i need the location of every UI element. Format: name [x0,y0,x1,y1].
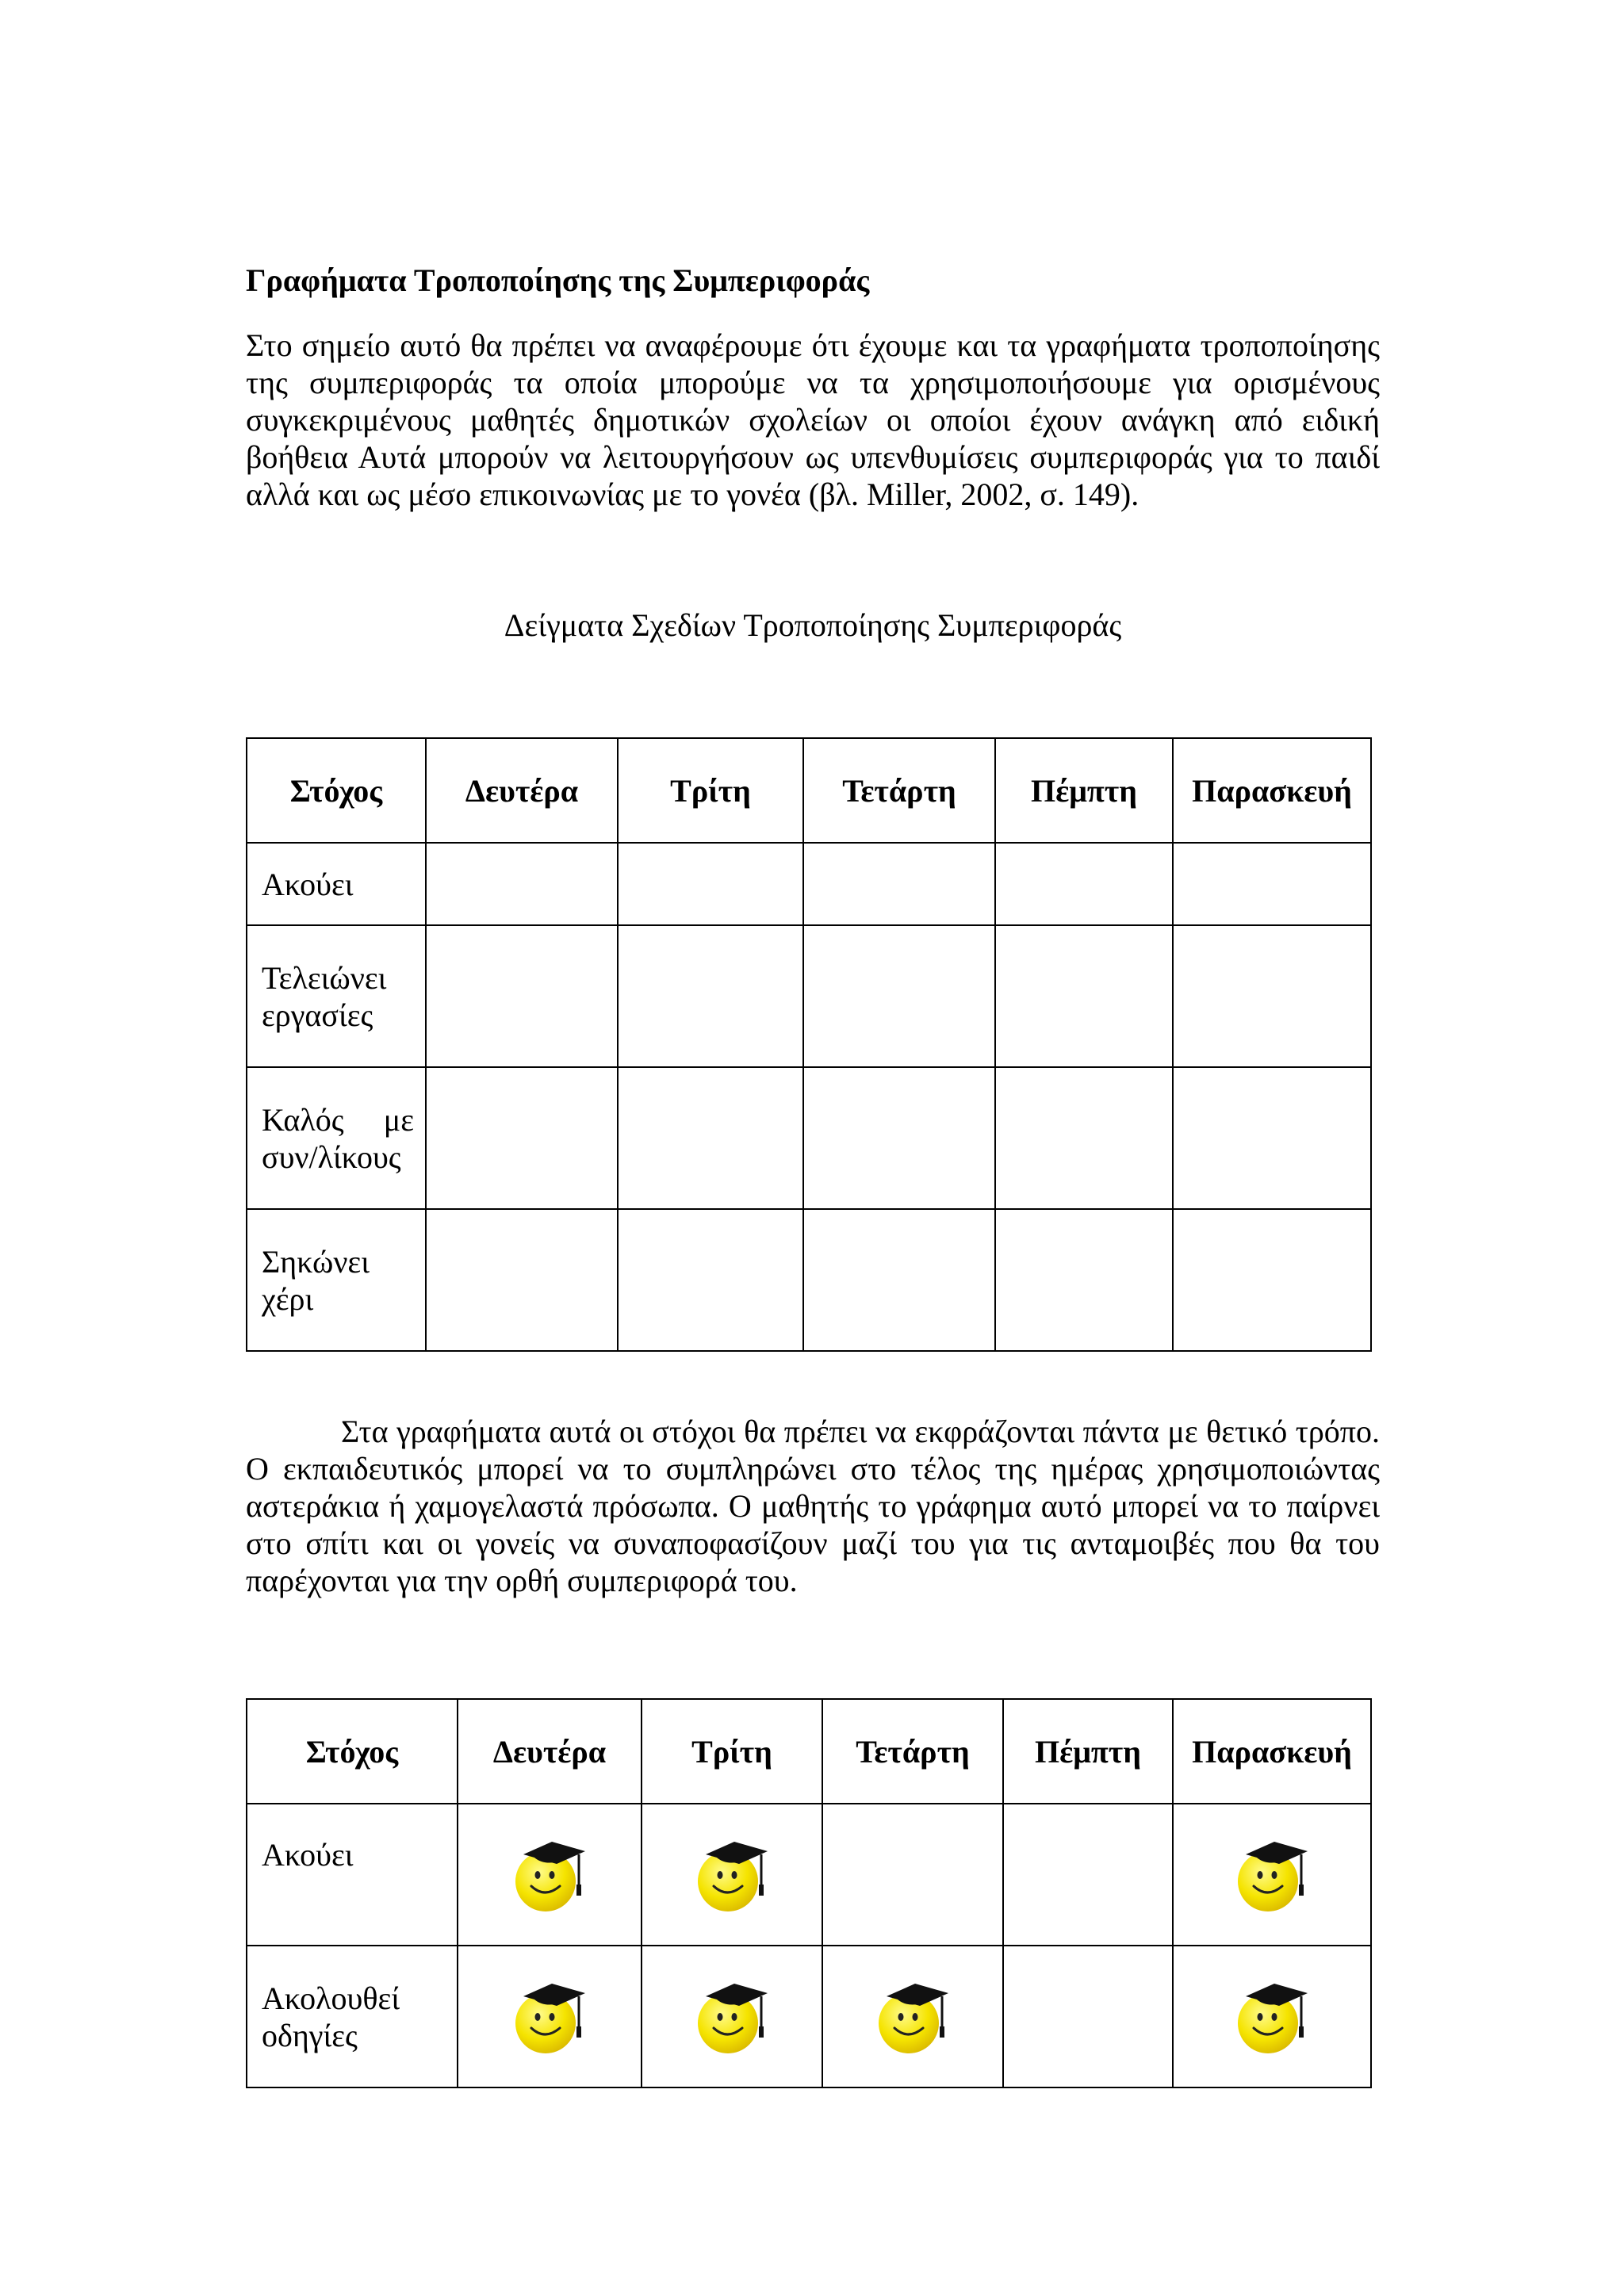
mark-cell [1003,1946,1173,2087]
mark-cell [1173,1946,1371,2087]
goal-line: Ακούει [262,866,354,902]
mark-cell [822,1946,1003,2087]
header-friday: Παρασκευή [1173,1699,1371,1804]
goal-word: με [383,1101,414,1138]
goal-line: Ακολουθεί [262,1980,400,2016]
goal-line: συν/λίκους [262,1138,401,1175]
mark-cell [822,1804,1003,1946]
graduation-smiley-icon [869,1977,956,2057]
header-monday: Δευτέρα [458,1699,642,1804]
table-cell [1173,1209,1371,1351]
behavior-chart-empty [246,737,1372,1352]
table-cell [995,843,1173,925]
explanation-paragraph: Στα γραφήματα αυτά οι στόχοι θα πρέπει να εκφράζονται πάντα με θετικό τρόπο. Ο εκπαιδευτικός μπορεί να το συμπληρώνει στο τέλος της ημέρας χρησιμοποιώντας αστεράκια ή χαμογελαστά πρόσωπα. Ο μαθητής το γράφημα αυτό μπορεί να το παίρνει στο σπίτι και οι γονείς να συναποφασίζουν μαζί του για τις ανταμοιβές που θα του παρέχονται για την ορθή συμπεριφορά του. [246,1414,1380,1598]
table-cell [803,1209,995,1351]
section-heading: Γραφήματα Τροποποίησης της Συμπεριφοράς [246,262,870,298]
graduation-smiley-icon [688,1835,776,1915]
goal-line: οδηγίες [262,2017,358,2053]
table-cell [803,843,995,925]
goal-line: Ακούει [262,1837,354,1873]
row-goal-label [247,1067,426,1209]
table-cell [995,1067,1173,1209]
graduation-smiley-icon [506,1835,593,1915]
row-goal-label [247,843,426,925]
table-cell [618,1067,803,1209]
table-cell [803,925,995,1067]
table-cell [426,843,618,925]
table-cell [426,925,618,1067]
intro-paragraph: Στο σημείο αυτό θα πρέπει να αναφέρουμε ότι έχουμε και τα γραφήματα τροποποίησης της συμπεριφοράς τα οποία μπορούμε να τα χρησιμοποιήσουμε για ορισμένους συγκεκριμένους μαθητές δημοτικών σχολείων οι οποίοι έχουν ανάγκη από ειδική βοήθεια Αυτά μπορούν να λειτουργήσουν ως υπενθυμίσεις συμπεριφοράς για το παιδί αλλά και ως μέσο επικοινωνίας με το γονέα (βλ. Miller, 2002, σ. 149). [246,327,1380,512]
header-wednesday: Τετάρτη [803,738,995,843]
behavior-chart-filled [246,1698,1372,2088]
header-tuesday: Τρίτη [618,738,803,843]
mark-cell [458,1946,642,2087]
goal-line: Τελειώνει [262,959,387,996]
header-monday: Δευτέρα [426,738,618,843]
table-cell [1173,925,1371,1067]
graduation-smiley-icon [1228,1835,1316,1915]
table-cell [426,1209,618,1351]
table-cell [618,843,803,925]
row-goal-label [247,1946,458,2087]
goal-word: Καλός [262,1101,344,1138]
header-wednesday: Τετάρτη [822,1699,1003,1804]
header-goal: Στόχος [247,1699,458,1804]
mark-cell [642,1946,822,2087]
header-friday: Παρασκευή [1173,738,1371,843]
table-cell [1173,1067,1371,1209]
table-row [247,1804,1371,1946]
mark-cell [1173,1804,1371,1946]
table-cell [995,925,1173,1067]
table-header-row [247,738,1371,843]
row-goal-label [247,1804,458,1946]
row-goal-label [247,1209,426,1351]
mark-cell [642,1804,822,1946]
tables-caption: Δείγματα Σχεδίων Τροποποίησης Συμπεριφοράς [504,607,1122,643]
goal-line: εργασίες [262,997,373,1033]
table-row [247,843,1371,925]
graduation-smiley-icon [688,1977,776,2057]
mark-cell [1003,1804,1173,1946]
table-row [247,1209,1371,1351]
header-tuesday: Τρίτη [642,1699,822,1804]
header-thursday: Πέμπτη [995,738,1173,843]
table-header-row [247,1699,1371,1804]
table-cell [995,1209,1173,1351]
table-cell [803,1067,995,1209]
table-row [247,1067,1371,1209]
table-cell [618,1209,803,1351]
table-cell [1173,843,1371,925]
goal-line: Σηκώνει [262,1243,370,1280]
mark-cell [458,1804,642,1946]
graduation-smiley-icon [1228,1977,1316,2057]
graduation-smiley-icon [506,1977,593,2057]
row-goal-label [247,925,426,1067]
table-row [247,1946,1371,2087]
table-cell [618,925,803,1067]
header-goal: Στόχος [247,738,426,843]
goal-line [262,1101,414,1138]
table-cell [426,1067,618,1209]
goal-line: χέρι [262,1280,314,1317]
table-row [247,925,1371,1067]
header-thursday: Πέμπτη [1003,1699,1173,1804]
